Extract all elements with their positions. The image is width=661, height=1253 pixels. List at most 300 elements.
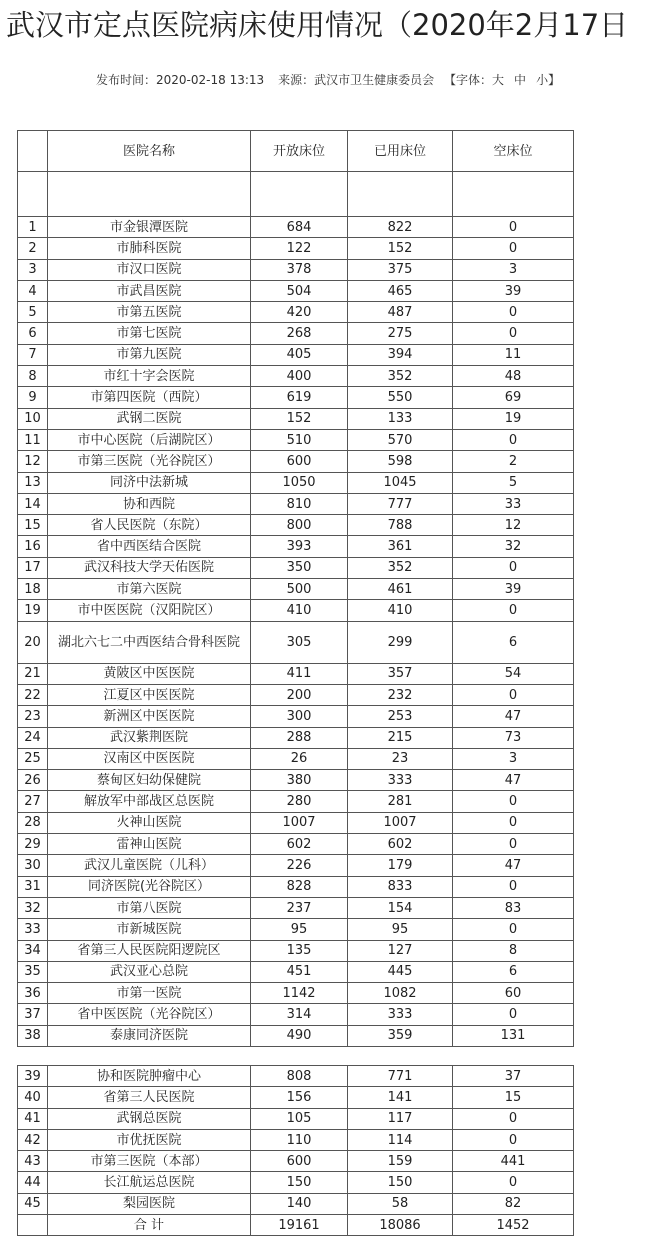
table-row: [18, 536, 574, 557]
cell-index: 6: [18, 323, 48, 344]
publish-time: 2020-02-18 13:13: [156, 73, 265, 87]
table-header-row: [18, 131, 574, 172]
cell-index: 10: [18, 408, 48, 429]
table-row: [18, 1025, 574, 1046]
cell-index: 8: [18, 366, 48, 387]
table-row: [18, 812, 574, 833]
cell-hospital-name: 市红十字会医院: [48, 366, 251, 387]
cell-hospital-name: 武汉科技大学天佑医院: [48, 557, 251, 578]
cell-hospital-name: 火神山医院: [48, 812, 251, 833]
cell-used-beds: 445: [348, 961, 453, 982]
cell-open-beds: 26: [251, 748, 348, 769]
cell-empty-beds: 8: [453, 940, 574, 961]
cell-used-beds: 1045: [348, 472, 453, 493]
cell-index: 9: [18, 387, 48, 408]
table-row: [18, 323, 574, 344]
cell-hospital-name: 市第三医院（光谷院区）: [48, 451, 251, 472]
cell-index: 17: [18, 557, 48, 578]
cell-index: 44: [18, 1172, 48, 1193]
cell-used-beds: 1007: [348, 812, 453, 833]
cell-index: 4: [18, 280, 48, 301]
cell-used-beds: 150: [348, 1172, 453, 1193]
table-row: [18, 770, 574, 791]
cell-open-beds: 684: [251, 217, 348, 238]
header-hospital-name: 医院名称: [48, 131, 251, 172]
cell-index: [18, 1215, 48, 1236]
cell-index: 28: [18, 812, 48, 833]
cell-hospital-name: 市汉口医院: [48, 259, 251, 280]
cell-hospital-name: 江夏区中医医院: [48, 684, 251, 705]
cell-empty-beds: 39: [453, 579, 574, 600]
cell-used-beds: 179: [348, 855, 453, 876]
cell-hospital-name: 雷神山医院: [48, 834, 251, 855]
cell-used-beds: 281: [348, 791, 453, 812]
cell-open-beds: 152: [251, 408, 348, 429]
cell-index: 34: [18, 940, 48, 961]
cell-index: 31: [18, 876, 48, 897]
cell-empty-beds: 15: [453, 1087, 574, 1108]
cell-open-beds: 19161: [251, 1215, 348, 1236]
cell-empty-beds: 12: [453, 515, 574, 536]
cell-used-beds: 394: [348, 344, 453, 365]
cell-index: 29: [18, 834, 48, 855]
cell-empty-beds: 0: [453, 834, 574, 855]
table-row: [18, 451, 574, 472]
cell-hospital-name: 长江航运总医院: [48, 1172, 251, 1193]
table-row: [18, 834, 574, 855]
header-open-beds: 开放床位: [251, 131, 348, 172]
cell-index: 36: [18, 983, 48, 1004]
cell-hospital-name: 市第一医院: [48, 983, 251, 1004]
cell-hospital-name: 武汉紫荆医院: [48, 727, 251, 748]
cell-hospital-name: 市第七医院: [48, 323, 251, 344]
cell-used-beds: 152: [348, 238, 453, 259]
cell-index: 16: [18, 536, 48, 557]
table-row: [18, 961, 574, 982]
table-row: [18, 855, 574, 876]
cell-used-beds: 95: [348, 919, 453, 940]
cell-empty-beds: 33: [453, 493, 574, 514]
cell-hospital-name: 市第九医院: [48, 344, 251, 365]
cell-index: 1: [18, 217, 48, 238]
cell-used-beds: 361: [348, 536, 453, 557]
table-row: [18, 1108, 574, 1129]
cell-empty-beds: 0: [453, 238, 574, 259]
cell-open-beds: 800: [251, 515, 348, 536]
cell-open-beds: 314: [251, 1004, 348, 1025]
cell-index: 24: [18, 727, 48, 748]
cell-used-beds: 550: [348, 387, 453, 408]
cell-hospital-name: 黄陂区中医医院: [48, 663, 251, 684]
cell-index: 39: [18, 1065, 48, 1086]
cell-used-beds: 253: [348, 706, 453, 727]
cell-open-beds: 490: [251, 1025, 348, 1046]
cell-empty-beds: 3: [453, 748, 574, 769]
section-gap-cell: [18, 1046, 574, 1065]
cell-index: 13: [18, 472, 48, 493]
cell-open-beds: 510: [251, 429, 348, 450]
cell-index: 37: [18, 1004, 48, 1025]
cell-used-beds: 333: [348, 1004, 453, 1025]
cell-open-beds: 600: [251, 451, 348, 472]
cell-empty-beds: 47: [453, 855, 574, 876]
cell-hospital-name: 新洲区中医医院: [48, 706, 251, 727]
cell-open-beds: 237: [251, 897, 348, 918]
cell-open-beds: 420: [251, 302, 348, 323]
cell-used-beds: 127: [348, 940, 453, 961]
cell-used-beds: 352: [348, 366, 453, 387]
cell-hospital-name: 市第八医院: [48, 897, 251, 918]
cell-index: 19: [18, 600, 48, 621]
cell-used-beds: 375: [348, 259, 453, 280]
cell-index: 23: [18, 706, 48, 727]
table-row: [18, 1087, 574, 1108]
cell-empty-beds: [453, 172, 574, 217]
cell-open-beds: 411: [251, 663, 348, 684]
cell-open-beds: 405: [251, 344, 348, 365]
table-row: [18, 217, 574, 238]
cell-empty-beds: 69: [453, 387, 574, 408]
cell-index: 30: [18, 855, 48, 876]
table-row: [18, 344, 574, 365]
cell-index: 3: [18, 259, 48, 280]
section-gap: [18, 1046, 574, 1065]
cell-hospital-name: 省第三人民医院: [48, 1087, 251, 1108]
cell-empty-beds: 0: [453, 302, 574, 323]
cell-open-beds: [251, 172, 348, 217]
cell-used-beds: 822: [348, 217, 453, 238]
cell-index: 27: [18, 791, 48, 812]
cell-empty-beds: 6: [453, 621, 574, 663]
cell-empty-beds: 3: [453, 259, 574, 280]
cell-used-beds: 215: [348, 727, 453, 748]
cell-index: 41: [18, 1108, 48, 1129]
table-row: [18, 791, 574, 812]
cell-empty-beds: 82: [453, 1193, 574, 1214]
cell-open-beds: 110: [251, 1129, 348, 1150]
cell-empty-beds: 0: [453, 1129, 574, 1150]
cell-empty-beds: 0: [453, 600, 574, 621]
cell-hospital-name: 武钢总医院: [48, 1108, 251, 1129]
cell-hospital-name: 湖北六七二中西医结合骨科医院: [48, 621, 251, 663]
cell-open-beds: 600: [251, 1151, 348, 1172]
page-title: 武汉市定点医院病床使用情况（2020年2月17日: [6, 8, 629, 42]
cell-open-beds: 1142: [251, 983, 348, 1004]
cell-used-beds: 570: [348, 429, 453, 450]
cell-open-beds: 619: [251, 387, 348, 408]
cell-empty-beds: 11: [453, 344, 574, 365]
table-row: [18, 684, 574, 705]
cell-empty-beds: 48: [453, 366, 574, 387]
cell-index: 11: [18, 429, 48, 450]
cell-used-beds: 410: [348, 600, 453, 621]
table-row: [18, 1172, 574, 1193]
cell-used-beds: 117: [348, 1108, 453, 1129]
cell-open-beds: 200: [251, 684, 348, 705]
cell-empty-beds: 37: [453, 1065, 574, 1086]
table-row: [18, 1193, 574, 1214]
table-row: [18, 579, 574, 600]
cell-used-beds: 114: [348, 1129, 453, 1150]
cell-open-beds: 378: [251, 259, 348, 280]
cell-used-beds: 333: [348, 770, 453, 791]
cell-hospital-name: 市第四医院（西院）: [48, 387, 251, 408]
table-row: [18, 1129, 574, 1150]
cell-used-beds: 598: [348, 451, 453, 472]
cell-used-beds: 461: [348, 579, 453, 600]
table-row: [18, 621, 574, 663]
font-large-link[interactable]: 大: [492, 73, 505, 87]
cell-hospital-name: 市肺科医院: [48, 238, 251, 259]
cell-hospital-name: 省第三人民医院阳逻院区: [48, 940, 251, 961]
cell-open-beds: 350: [251, 557, 348, 578]
cell-hospital-name: 省中西医结合医院: [48, 536, 251, 557]
cell-hospital-name: 汉南区中医医院: [48, 748, 251, 769]
cell-hospital-name: 武钢二医院: [48, 408, 251, 429]
cell-used-beds: 788: [348, 515, 453, 536]
font-small-link[interactable]: 小】: [536, 73, 561, 87]
cell-hospital-name: 泰康同济医院: [48, 1025, 251, 1046]
cell-open-beds: 393: [251, 536, 348, 557]
cell-index: 21: [18, 663, 48, 684]
cell-hospital-name: 武汉儿童医院（儿科）: [48, 855, 251, 876]
cell-index: [18, 172, 48, 217]
cell-index: 25: [18, 748, 48, 769]
cell-open-beds: 135: [251, 940, 348, 961]
cell-empty-beds: 131: [453, 1025, 574, 1046]
cell-used-beds: 58: [348, 1193, 453, 1214]
table-row: [18, 366, 574, 387]
cell-used-beds: 771: [348, 1065, 453, 1086]
cell-hospital-name: 同济中法新城: [48, 472, 251, 493]
cell-empty-beds: 5: [453, 472, 574, 493]
cell-empty-beds: 32: [453, 536, 574, 557]
cell-hospital-name: 合 计: [48, 1215, 251, 1236]
cell-hospital-name: 同济医院(光谷院区）: [48, 876, 251, 897]
cell-open-beds: 828: [251, 876, 348, 897]
cell-used-beds: 359: [348, 1025, 453, 1046]
table-row: [18, 600, 574, 621]
cell-open-beds: 808: [251, 1065, 348, 1086]
font-size-selector: [444, 73, 560, 87]
table-row: [18, 1151, 574, 1172]
cell-used-beds: 1082: [348, 983, 453, 1004]
table-row: [18, 1004, 574, 1025]
cell-open-beds: 280: [251, 791, 348, 812]
cell-index: 35: [18, 961, 48, 982]
cell-open-beds: 1050: [251, 472, 348, 493]
table-row: [18, 259, 574, 280]
cell-empty-beds: 0: [453, 812, 574, 833]
cell-index: 38: [18, 1025, 48, 1046]
cell-index: 15: [18, 515, 48, 536]
cell-open-beds: 504: [251, 280, 348, 301]
cell-index: 18: [18, 579, 48, 600]
article-meta: [96, 72, 560, 88]
cell-hospital-name: 解放军中部战区总医院: [48, 791, 251, 812]
cell-empty-beds: 0: [453, 217, 574, 238]
table-row: [18, 472, 574, 493]
cell-open-beds: 226: [251, 855, 348, 876]
cell-index: 45: [18, 1193, 48, 1214]
cell-hospital-name: 梨园医院: [48, 1193, 251, 1214]
table-row: [18, 940, 574, 961]
table-row: [18, 897, 574, 918]
table-row: [18, 983, 574, 1004]
cell-empty-beds: 1452: [453, 1215, 574, 1236]
cell-index: 7: [18, 344, 48, 365]
cell-used-beds: 352: [348, 557, 453, 578]
font-medium-link[interactable]: 中: [514, 73, 527, 87]
cell-index: 43: [18, 1151, 48, 1172]
cell-hospital-name: 市优抚医院: [48, 1129, 251, 1150]
cell-empty-beds: 83: [453, 897, 574, 918]
cell-index: 14: [18, 493, 48, 514]
cell-empty-beds: 0: [453, 1108, 574, 1129]
cell-used-beds: 133: [348, 408, 453, 429]
cell-used-beds: 465: [348, 280, 453, 301]
cell-used-beds: 275: [348, 323, 453, 344]
cell-used-beds: 357: [348, 663, 453, 684]
cell-empty-beds: 19: [453, 408, 574, 429]
cell-hospital-name: [48, 172, 251, 217]
table-row: [18, 429, 574, 450]
total-row: [18, 1215, 574, 1236]
cell-hospital-name: 市中心医院（后湖院区）: [48, 429, 251, 450]
table-row: [18, 706, 574, 727]
cell-open-beds: 140: [251, 1193, 348, 1214]
publish-label: 发布时间：: [96, 73, 157, 87]
font-size-label: 【字体：: [444, 73, 493, 87]
cell-hospital-name: 蔡甸区妇幼保健院: [48, 770, 251, 791]
cell-hospital-name: 市中医医院（汉阳院区）: [48, 600, 251, 621]
table-row: [18, 727, 574, 748]
cell-used-beds: 232: [348, 684, 453, 705]
cell-open-beds: 1007: [251, 812, 348, 833]
cell-open-beds: 810: [251, 493, 348, 514]
table-row: [18, 387, 574, 408]
cell-empty-beds: 0: [453, 684, 574, 705]
cell-used-beds: 159: [348, 1151, 453, 1172]
cell-index: 5: [18, 302, 48, 323]
table-row: [18, 280, 574, 301]
table-row: [18, 663, 574, 684]
header-index: [18, 131, 48, 172]
cell-used-beds: 777: [348, 493, 453, 514]
source-label: 来源：: [278, 73, 315, 87]
cell-open-beds: 300: [251, 706, 348, 727]
cell-hospital-name: 市金银潭医院: [48, 217, 251, 238]
cell-index: 22: [18, 684, 48, 705]
cell-index: 2: [18, 238, 48, 259]
cell-empty-beds: 0: [453, 1172, 574, 1193]
cell-empty-beds: 54: [453, 663, 574, 684]
table-row: [18, 919, 574, 940]
cell-used-beds: 23: [348, 748, 453, 769]
cell-empty-beds: 6: [453, 961, 574, 982]
cell-open-beds: 268: [251, 323, 348, 344]
cell-empty-beds: 0: [453, 919, 574, 940]
cell-open-beds: 305: [251, 621, 348, 663]
header-used-beds: 已用床位: [348, 131, 453, 172]
table-row: [18, 876, 574, 897]
cell-empty-beds: 60: [453, 983, 574, 1004]
hospital-bed-table: [17, 130, 574, 1236]
cell-open-beds: 400: [251, 366, 348, 387]
cell-index: 33: [18, 919, 48, 940]
cell-empty-beds: 2: [453, 451, 574, 472]
header-empty-beds: 空床位: [453, 131, 574, 172]
table-row: [18, 515, 574, 536]
cell-empty-beds: 441: [453, 1151, 574, 1172]
cell-used-beds: 18086: [348, 1215, 453, 1236]
cell-empty-beds: 47: [453, 770, 574, 791]
cell-index: 42: [18, 1129, 48, 1150]
table-row: [18, 302, 574, 323]
cell-empty-beds: 0: [453, 557, 574, 578]
cell-used-beds: 833: [348, 876, 453, 897]
cell-hospital-name: 协和西院: [48, 493, 251, 514]
cell-empty-beds: 73: [453, 727, 574, 748]
cell-index: 32: [18, 897, 48, 918]
cell-open-beds: 156: [251, 1087, 348, 1108]
cell-empty-beds: 39: [453, 280, 574, 301]
cell-hospital-name: 市武昌医院: [48, 280, 251, 301]
cell-index: 40: [18, 1087, 48, 1108]
cell-open-beds: 410: [251, 600, 348, 621]
cell-index: 20: [18, 621, 48, 663]
cell-empty-beds: 0: [453, 323, 574, 344]
cell-hospital-name: 协和医院肿瘤中心: [48, 1065, 251, 1086]
cell-hospital-name: 市第六医院: [48, 579, 251, 600]
cell-index: 12: [18, 451, 48, 472]
cell-open-beds: 288: [251, 727, 348, 748]
cell-used-beds: 602: [348, 834, 453, 855]
cell-index: 26: [18, 770, 48, 791]
table-row: [18, 748, 574, 769]
table-row: [18, 1065, 574, 1086]
cell-used-beds: 154: [348, 897, 453, 918]
cell-hospital-name: 省中医医院（光谷院区）: [48, 1004, 251, 1025]
cell-open-beds: 105: [251, 1108, 348, 1129]
cell-open-beds: 95: [251, 919, 348, 940]
cell-used-beds: 299: [348, 621, 453, 663]
cell-hospital-name: 市第三医院（本部）: [48, 1151, 251, 1172]
cell-used-beds: 487: [348, 302, 453, 323]
source-name: 武汉市卫生健康委员会: [314, 73, 435, 87]
cell-hospital-name: 武汉亚心总院: [48, 961, 251, 982]
cell-hospital-name: 省人民医院（东院）: [48, 515, 251, 536]
cell-empty-beds: 0: [453, 429, 574, 450]
cell-empty-beds: 0: [453, 876, 574, 897]
cell-empty-beds: 0: [453, 1004, 574, 1025]
blank-row: [18, 172, 574, 217]
cell-open-beds: 500: [251, 579, 348, 600]
table-row: [18, 408, 574, 429]
cell-open-beds: 150: [251, 1172, 348, 1193]
cell-open-beds: 122: [251, 238, 348, 259]
table-row: [18, 238, 574, 259]
cell-open-beds: 451: [251, 961, 348, 982]
cell-hospital-name: 市新城医院: [48, 919, 251, 940]
cell-open-beds: 602: [251, 834, 348, 855]
table-row: [18, 557, 574, 578]
cell-used-beds: 141: [348, 1087, 453, 1108]
cell-hospital-name: 市第五医院: [48, 302, 251, 323]
cell-used-beds: [348, 172, 453, 217]
cell-empty-beds: 0: [453, 791, 574, 812]
cell-empty-beds: 47: [453, 706, 574, 727]
